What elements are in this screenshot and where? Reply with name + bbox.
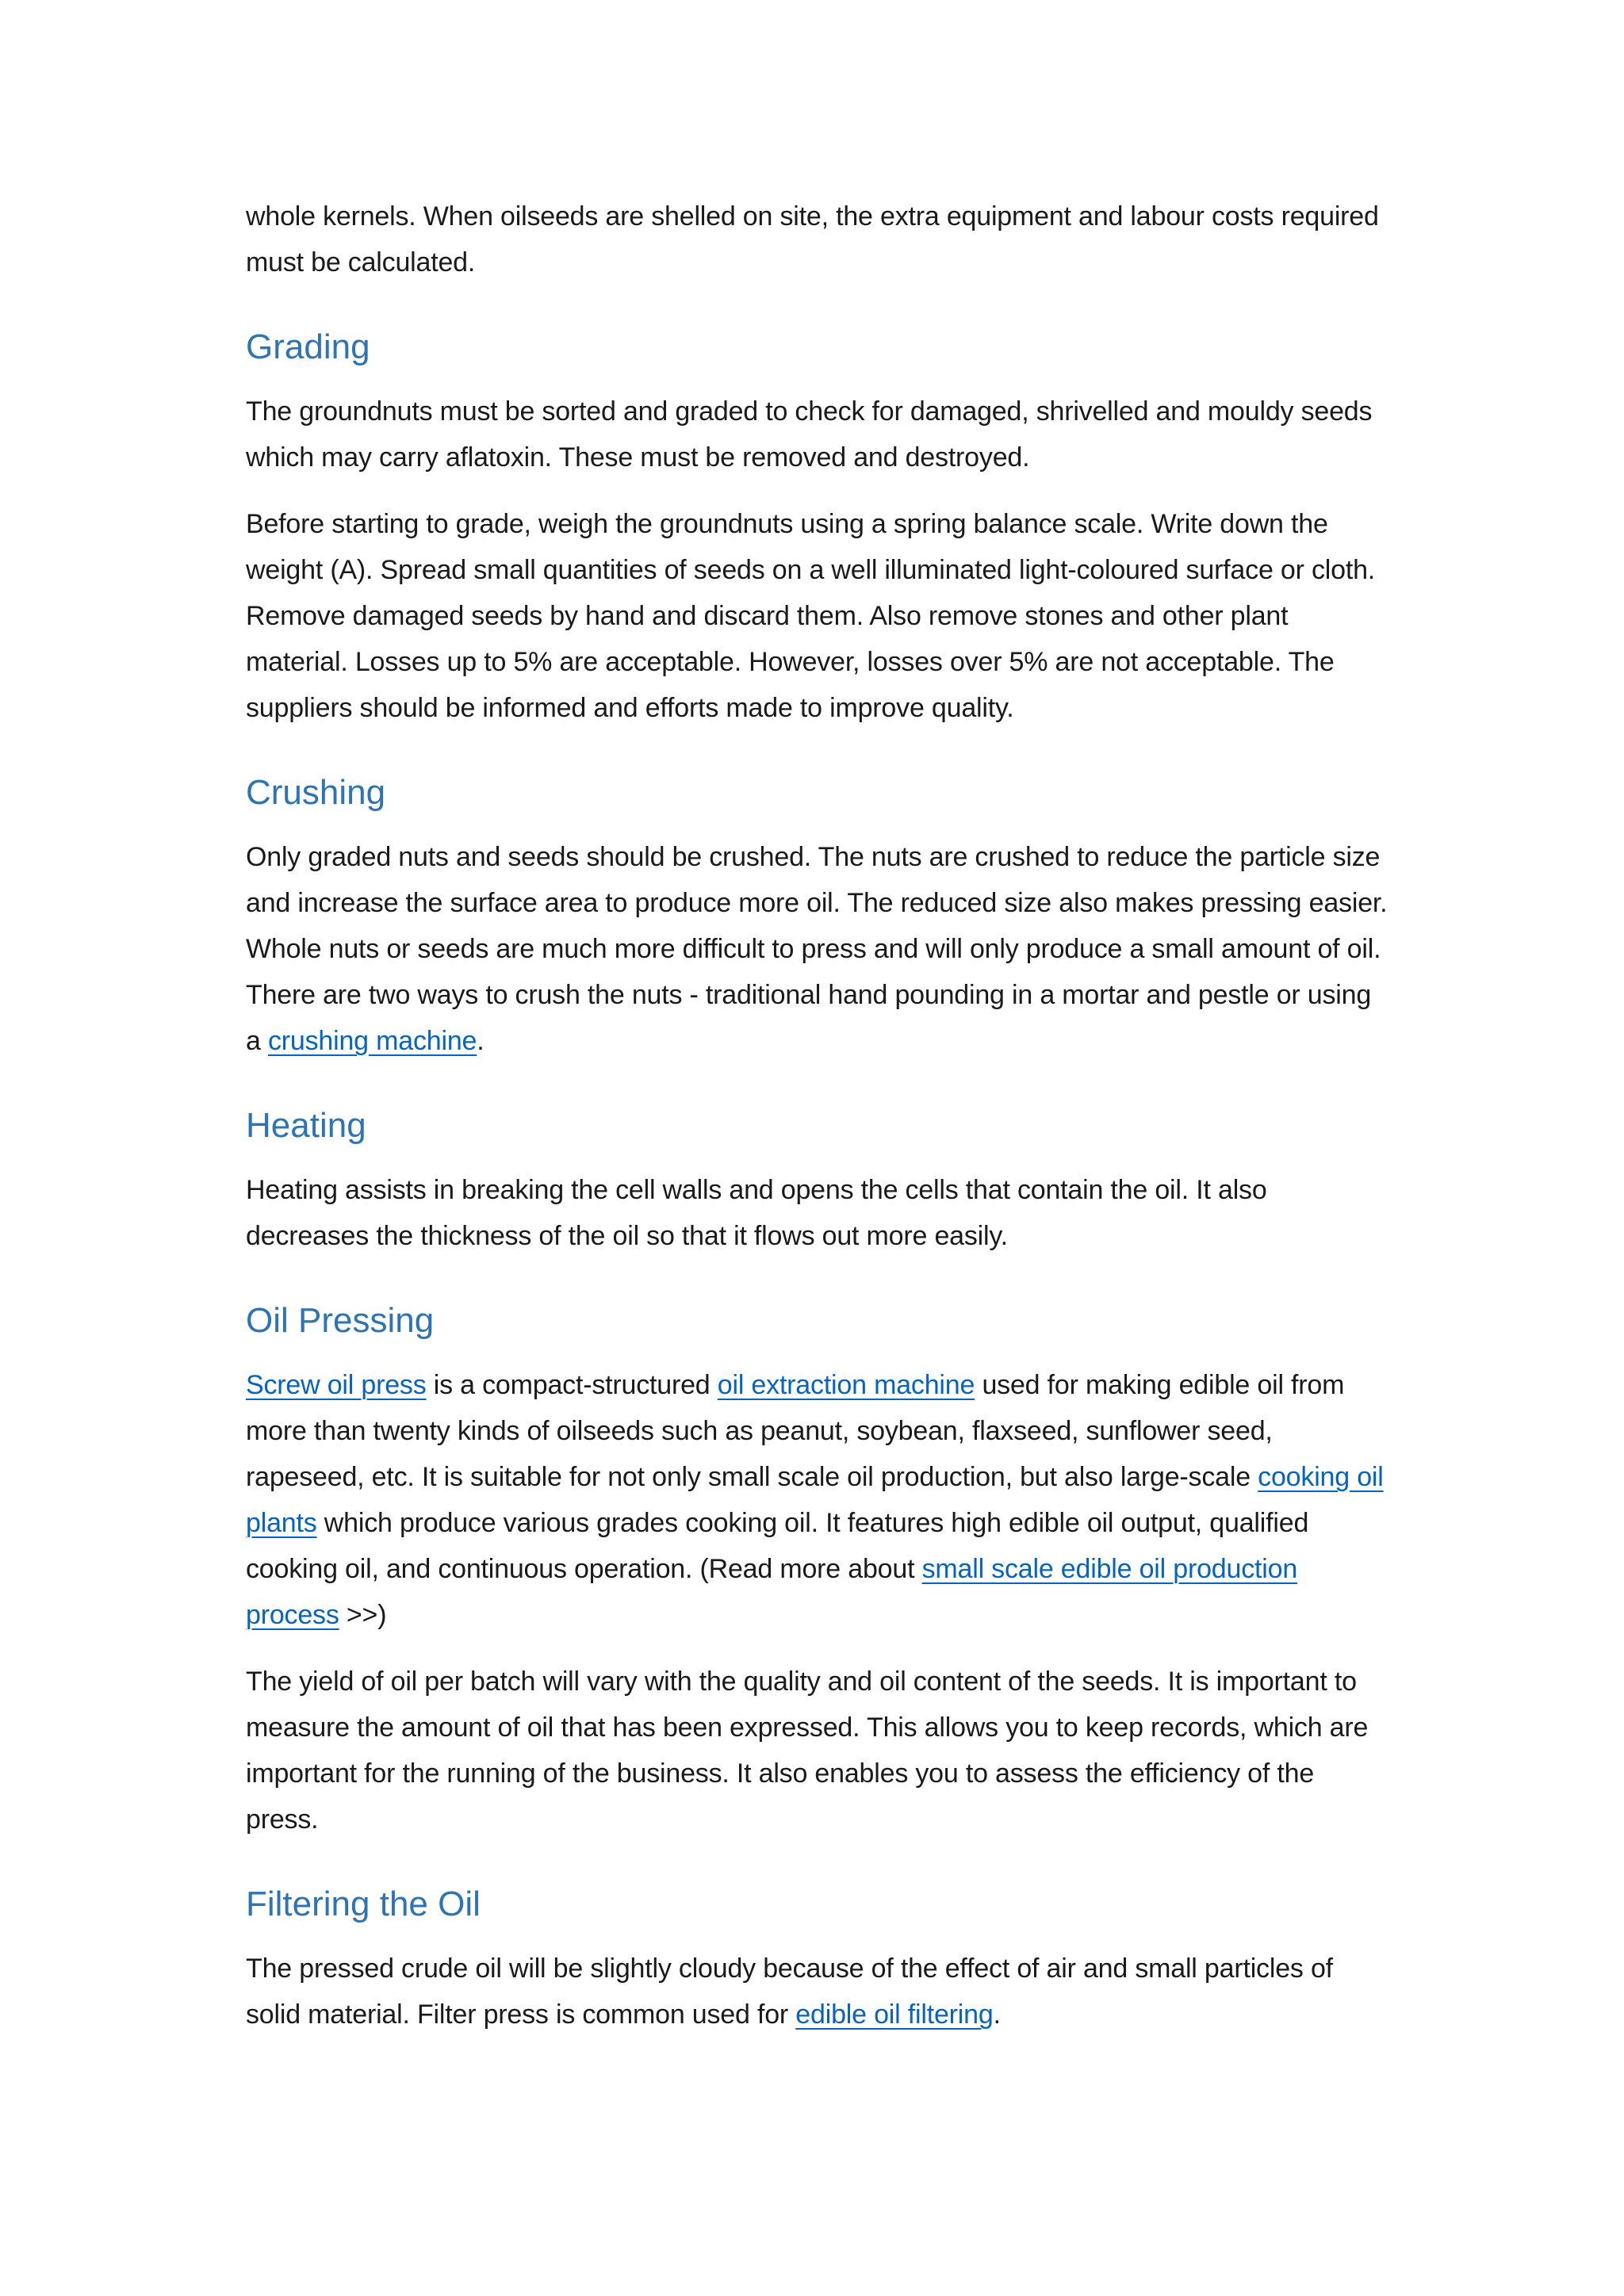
oil-pressing-paragraph-1 bbox=[246, 1362, 1388, 1638]
screw-oil-press-link[interactable]: Screw oil press bbox=[246, 1370, 427, 1400]
grading-paragraph-1: The groundnuts must be sorted and graded to check for damaged, shrivelled and mouldy seeds which may carry aflatoxin. These must be removed and destroyed. bbox=[246, 396, 1373, 473]
heading-filtering: Filtering the Oil bbox=[246, 1885, 481, 1923]
crushing-paragraph bbox=[246, 834, 1388, 1064]
cooking-oil-plants-link[interactable]: cooking oil plants bbox=[246, 1462, 1384, 1538]
crushing-text: Only graded nuts and seeds should be crushed. The nuts are crushed to reduce the particle size and increase the surface area to produce more oil. The reduced size also makes pressing easier. Whole nuts or seeds are much more difficult to press and will only produce a small amount of oil. There are two ways to crush the nuts - traditional hand pounding in a mortar and pestle or using a bbox=[246, 842, 1388, 1056]
filtering-text: The pressed crude oil will be slightly cloudy because of the effect of air and small particles of solid material. Filter press is common used for bbox=[246, 1954, 1333, 2030]
oil-pressing-text-4: >>) bbox=[339, 1600, 387, 1630]
heading-heating: Heating bbox=[246, 1106, 366, 1145]
oil-extraction-machine-link[interactable]: oil extraction machine bbox=[717, 1370, 975, 1400]
oil-pressing-paragraph-2: The yield of oil per batch will vary with the quality and oil content of the seeds. It is important to measure the amount of oil that has been expressed. This allows you to keep records, which are important for the running of the business. It also enables you to assess the efficiency of the press. bbox=[246, 1667, 1369, 1835]
small-scale-oil-production-link[interactable]: small scale edible oil production process bbox=[246, 1554, 1298, 1630]
edible-oil-filtering-link[interactable]: edible oil filtering bbox=[795, 1999, 994, 2030]
oil-pressing-text-2: used for making edible oil from more than twenty kinds of oilseeds such as peanut, soybean, flaxseed, sunflower seed, rapeseed, etc. It is suitable for not only small scale oil production, but also large-scale bbox=[246, 1370, 1345, 1492]
heating-paragraph: Heating assists in breaking the cell walls and opens the cells that contain the oil. It also decreases the thickness of the oil so that it flows out more easily. bbox=[246, 1175, 1267, 1251]
filtering-text-end: . bbox=[993, 1999, 1001, 2030]
oil-pressing-text-3: which produce various grades cooking oil. It features high edible oil output, qualified cooking oil, and continuous operation. (Read more about bbox=[246, 1508, 1309, 1584]
heading-oil-pressing: Oil Pressing bbox=[246, 1301, 435, 1340]
document-page bbox=[246, 193, 1388, 2058]
crushing-machine-link[interactable]: crushing machine bbox=[267, 1026, 477, 1056]
heading-crushing: Crushing bbox=[246, 773, 386, 812]
crushing-text-end: . bbox=[477, 1026, 485, 1056]
heading-grading: Grading bbox=[246, 327, 370, 366]
oil-pressing-text-1: is a compact-structured bbox=[426, 1370, 718, 1400]
filtering-paragraph bbox=[246, 1946, 1388, 2038]
intro-paragraph: whole kernels. When oilseeds are shelled on site, the extra equipment and labour costs required must be calculated. bbox=[246, 201, 1379, 277]
grading-paragraph-2: Before starting to grade, weigh the groundnuts using a spring balance scale. Write down the weight (A). Spread small quantities of seeds on a well illuminated light-coloured surface or cloth. Remove damaged seeds by hand and discard them. Also remove stones and other plant material. Losses up to 5% are acceptable. However, losses over 5% are not acceptable. The suppliers should be informed and efforts made to improve quality. bbox=[246, 509, 1376, 723]
